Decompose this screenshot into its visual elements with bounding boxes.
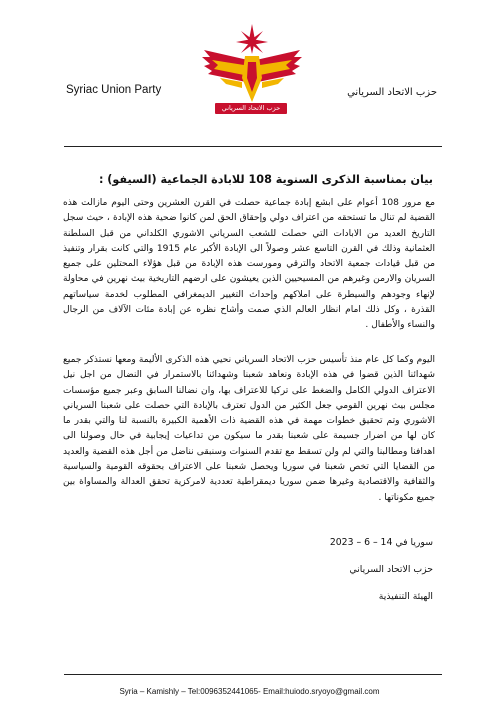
party-name-english: Syriac Union Party	[66, 84, 162, 96]
party-name-arabic: حزب الاتحاد السرياني	[347, 87, 437, 98]
logo-label: حزب الاتحاد السرياني	[215, 103, 287, 114]
header-divider	[64, 146, 442, 147]
footer-contact: Syria – Kamishly – Tel:0096352441065- Email:huiodo.sryoyo@gmail.com	[119, 687, 380, 696]
statement-date: سوريا في 14 – 6 – 2023	[329, 537, 433, 548]
logo-wings	[202, 50, 302, 102]
signatory-body: الهيئة التنفيذية	[378, 591, 433, 602]
statement-title: بيان بمناسبة الذكرى السنوية 108 للابادة الجماعية (السيفو) :	[98, 173, 433, 186]
paragraph-1: مع مرور 108 أعوام على ابشع إبادة جماعية حصلت في القرن العشرين وحتى اليوم مازالت هذه القضية لم تنال ما تستحقه من اعتراف دولي وإحقاق الحق لمن كانوا ضحية هذه الإبادة ، حيث سجل التاريخ العديد من الابادات التي حصلت للشعب السرياني الاشوري الكلداني من قبل السلطنة العثمانية وذلك في القرن التاسع عشر وصولاً الى الإبادة الأكبر عام 1915 والتي كانت بقرار وتنفيذ من قبل قيادات جمعية الاتحاد والترقي ومورست هذه الإبادة من قبل هؤلاء المحتلين على جميع السريان والارمن وغيرهم من المسيحيين الذين يعيشون على ارضهم التاريخية بيث نهرين في محاولة لإنهاء وجودهم والسيطرة على املاكهم وإحداث التغيير الديمغرافي المطلوب لخدمة سياساتهم القذرة ، وكل ذلك امام انظار العالم الذي صمت وأشاح نظره عن إبادة مئات الآلاف من الرجال والنساء والأطفال .	[63, 198, 435, 331]
paragraph-2: اليوم وكما كل عام منذ تأسيس حزب الاتحاد السرياني نحيي هذه الذكرى الأليمة ومعها نستذكر جميع شهدائنا الذين قضوا في هذه الإبادة ونعاهد شعبنا وشهدائنا بالاستمرار في النضال من اجل نيل الاعتراف الدولي الكامل والضغط على تركيا للاعتراف بها، وان نضالنا السابق وعبر جميع مؤسسات مجلس بيث نهرين القومي جعل الكثير من الدول تعترف بالإبادة التي حصلت على شعبنا السرياني الاشوري وتم تحقيق خطوات مهمة في هذه القضية ذات الأهمية الكبيرة بالنسبة لنا والتي بقدر ما كان لها من اضرار جسيمة على شعبنا بقدر ما سيكون من تداعيات إيجابية في حال وصولنا الى اهدافنا ومطالبنا والتي لم ولن تسقط مع تقدم السنوات وسنبقى نناضل من أجل هذه القضية والعديد من القضايا التي تخص شعبنا في سوريا ويحصل شعبنا على الاعتراف بحقوقه القومية والسياسية والثقافية والاقتصادية وغيرها ضمن سوريا ديمقراطية تعددية لامركزية تحقق العدالة والمساواة بين جميع مكوناتها .	[63, 355, 435, 503]
signatory-party: حزب الاتحاد السرياني	[349, 564, 433, 575]
footer-divider	[64, 674, 442, 675]
logo-star	[236, 24, 268, 54]
